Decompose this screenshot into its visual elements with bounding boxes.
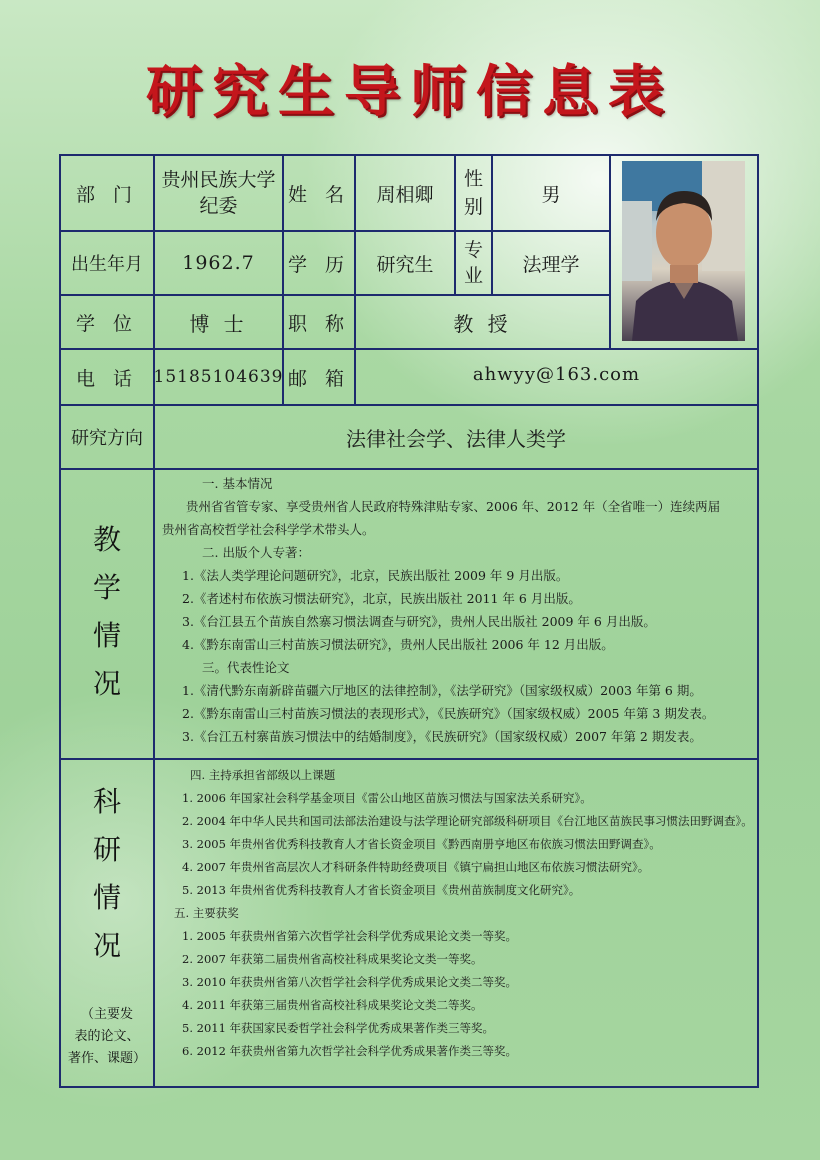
research-line: 五. 主要获奖 <box>174 906 239 920</box>
list-item: 4.《黔东南雷山三村苗族习惯法研究》，贵州人民出版社 2006 年 12 月出版。 <box>182 637 614 652</box>
research-char-2: 研 <box>92 833 121 866</box>
research-line: 四. 主持承担省部级以上课题 <box>190 768 336 782</box>
major-label <box>454 230 493 296</box>
list-item: 5. 2013 年贵州省优秀科技教育人才省长资金项目《贵州苗族制度文化研究》。 <box>182 883 581 897</box>
list-item: 3. 2010 年获贵州省第八次哲学社会科学优秀成果论文类二等奖。 <box>182 975 518 989</box>
list-item: 2. 2004 年中华人民共和国司法部法治建设与法学理论研究部级科研项目《台江地区苗族民事习惯法田野调查》。 <box>182 814 753 828</box>
teaching-line: 一. 基本情况 <box>202 476 273 491</box>
list-item: 4. 2011 年获第三届贵州省高校社科成果奖论文类二等奖。 <box>182 998 483 1012</box>
name-value: 周相卿 <box>354 154 456 232</box>
phone-label: 电 话 <box>59 348 155 406</box>
list-item: 3. 2005 年贵州省优秀科技教育人才省长资金项目《黔西南册亨地区布依族习惯法田野调查》。 <box>182 837 661 851</box>
research-direction-label: 研究方向 <box>59 404 155 470</box>
teaching-char-2: 学 <box>92 571 121 604</box>
research-note-line: （主要发 <box>80 1007 133 1022</box>
email-value: ahwyy@163.com <box>354 348 759 406</box>
teaching-label <box>59 516 155 708</box>
list-item: 4. 2007 年贵州省高层次人才科研条件特助经费项目《镇宁扁担山地区布依族习惯法研究》。 <box>182 860 650 874</box>
list-item: 6. 2012 年获贵州省第九次哲学社会科学优秀成果著作类三等奖。 <box>182 1044 518 1058</box>
dept-label: 部 门 <box>59 154 155 232</box>
teaching-line: 贵州省省管专家、享受贵州省人民政府特殊津贴专家、2006 年、2012 年（全省唯一）连续两届 <box>186 499 721 514</box>
birth-label: 出生年月 <box>59 230 155 296</box>
research-note <box>59 1004 155 1070</box>
list-item: 3.《台江五村寨苗族习惯法中的结婚制度》，《民族研究》（国家级权威）2007 年第 2 期发表。 <box>182 729 702 744</box>
research-char-1: 科 <box>92 785 121 818</box>
degree-value: 博 士 <box>153 294 284 350</box>
teaching-line: 贵州省高校哲学社会科学学术带头人。 <box>162 522 375 537</box>
teaching-line: 三。代表性论文 <box>202 660 290 675</box>
edu-value: 研究生 <box>354 230 456 296</box>
major-label-1: 专 <box>463 239 483 261</box>
birth-value: 1962.7 <box>153 230 284 296</box>
page-title: 研究生导师信息表 <box>146 60 674 125</box>
list-item: 1.《清代黔东南新辟苗疆六厅地区的法律控制》，《法学研究》（国家级权威）2003 年第 6 期。 <box>182 683 702 698</box>
teaching-char-3: 情 <box>92 619 121 652</box>
research-label <box>59 778 155 970</box>
major-value: 法理学 <box>491 230 611 296</box>
research-note-line: 表的论文、 <box>74 1029 140 1044</box>
research-char-4: 况 <box>92 929 121 962</box>
list-item: 2. 2007 年获第二届贵州省高校社科成果奖论文类一等奖。 <box>182 952 483 966</box>
dept-value-line2: 纪委 <box>199 195 238 217</box>
gender-value: 男 <box>491 154 611 232</box>
list-item: 2.《黔东南雷山三村苗族习惯法的表现形式》，《民族研究》（国家级权威）2005 年第 3 期发表。 <box>182 706 715 721</box>
dept-value-line1: 贵州民族大学 <box>161 169 276 191</box>
gender-label-1: 性 <box>463 168 483 190</box>
research-char-3: 情 <box>92 881 121 914</box>
research-direction-value: 法律社会学、法律人类学 <box>153 404 759 470</box>
list-item: 1. 2005 年获贵州省第六次哲学社会科学优秀成果论文类一等奖。 <box>182 929 518 943</box>
research-note-line: 著作、课题） <box>67 1051 146 1066</box>
degree-label: 学 位 <box>59 294 155 350</box>
list-item: 3.《台江县五个苗族自然寨习惯法调查与研究》，贵州人民出版社 2009 年 6 月出版。 <box>182 614 656 629</box>
email-label: 邮 箱 <box>282 348 356 406</box>
gender-label <box>454 154 493 232</box>
teaching-char-1: 教 <box>92 523 121 556</box>
teaching-content <box>162 472 752 748</box>
major-label-2: 业 <box>463 265 483 287</box>
phone-value: 15185104639 <box>153 348 284 406</box>
name-label: 姓 名 <box>282 154 356 232</box>
dept-value <box>153 154 284 232</box>
title-value: 教 授 <box>354 294 611 350</box>
list-item: 1. 2006 年国家社会科学基金项目《雷公山地区苗族习惯法与国家法关系研究》。 <box>182 791 592 805</box>
list-item: 1.《法人类学理论问题研究》，北京，民族出版社 2009 年 9 月出版。 <box>182 568 569 583</box>
teaching-char-4: 况 <box>92 667 121 700</box>
portrait-photo <box>622 161 745 341</box>
list-item: 5. 2011 年获国家民委哲学社会科学优秀成果著作类三等奖。 <box>182 1021 495 1035</box>
research-content <box>162 764 756 1063</box>
edu-label: 学 历 <box>282 230 356 296</box>
teaching-line: 二. 出版个人专著： <box>202 545 310 560</box>
list-item: 2.《者述村布依族习惯法研究》，北京，民族出版社 2011 年 6 月出版。 <box>182 591 581 606</box>
gender-label-2: 别 <box>463 196 483 218</box>
title-label: 职 称 <box>282 294 356 350</box>
